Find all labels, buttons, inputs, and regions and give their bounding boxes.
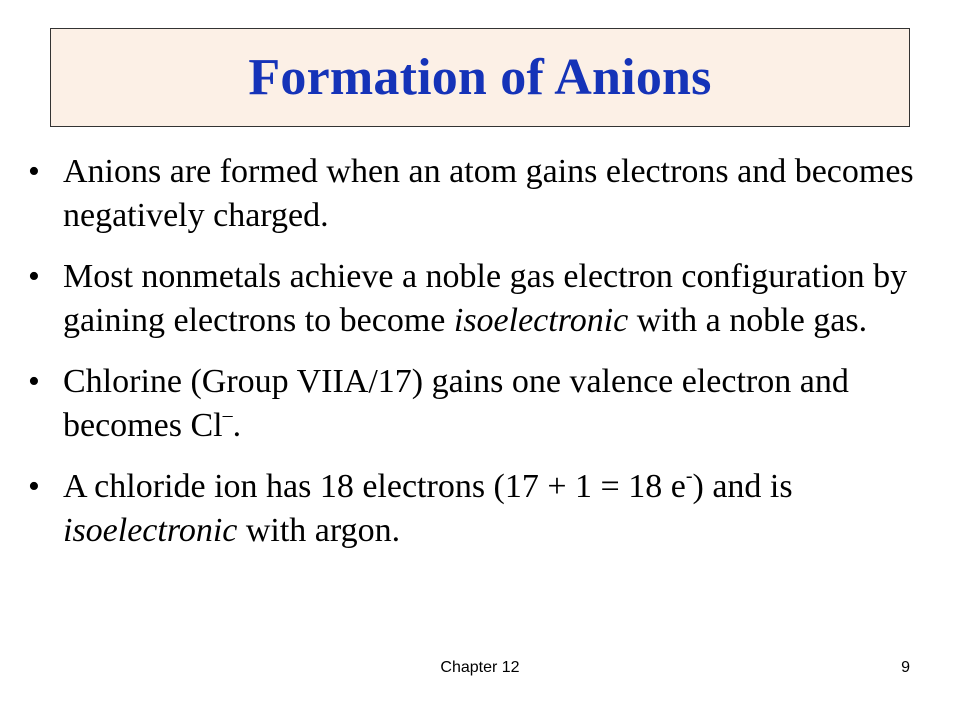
charge-superscript: – (222, 404, 233, 426)
italic-term: isoelectronic (453, 302, 629, 339)
title-box (50, 28, 910, 127)
italic-term: isoelectronic (63, 512, 238, 549)
bullet-text: Chlorine (Group VIIA/17) gains one valence electron and becomes Cl (63, 363, 849, 444)
bullet-icon: • (28, 153, 40, 190)
bullet-text: Anions are formed when an atom gains electrons and becomes negatively charged. (63, 153, 914, 234)
footer-chapter: Chapter 12 (440, 659, 520, 676)
bullet-item (28, 150, 928, 238)
page-number: 9 (901, 659, 910, 676)
bullet-item (28, 465, 928, 553)
slide-title: Formation of Anions (248, 49, 712, 106)
charge-superscript: - (685, 465, 693, 487)
bullet-text: with a noble gas. (628, 302, 868, 339)
bullet-text: Most nonmetals achieve a noble gas electron configuration by gaining electrons to become (63, 258, 908, 339)
bullet-icon: • (28, 363, 40, 400)
bullet-text: A chloride ion has 18 electrons (17 + 1 = 18 e (63, 468, 686, 505)
bullet-item (28, 255, 928, 343)
bullet-icon: • (28, 258, 40, 295)
bullet-text: . (232, 407, 242, 444)
bullet-list (28, 150, 928, 570)
bullet-icon: • (28, 468, 40, 505)
bullet-item (28, 360, 928, 448)
bullet-text: with argon. (237, 512, 401, 549)
bullet-text: ) and is (692, 468, 793, 505)
